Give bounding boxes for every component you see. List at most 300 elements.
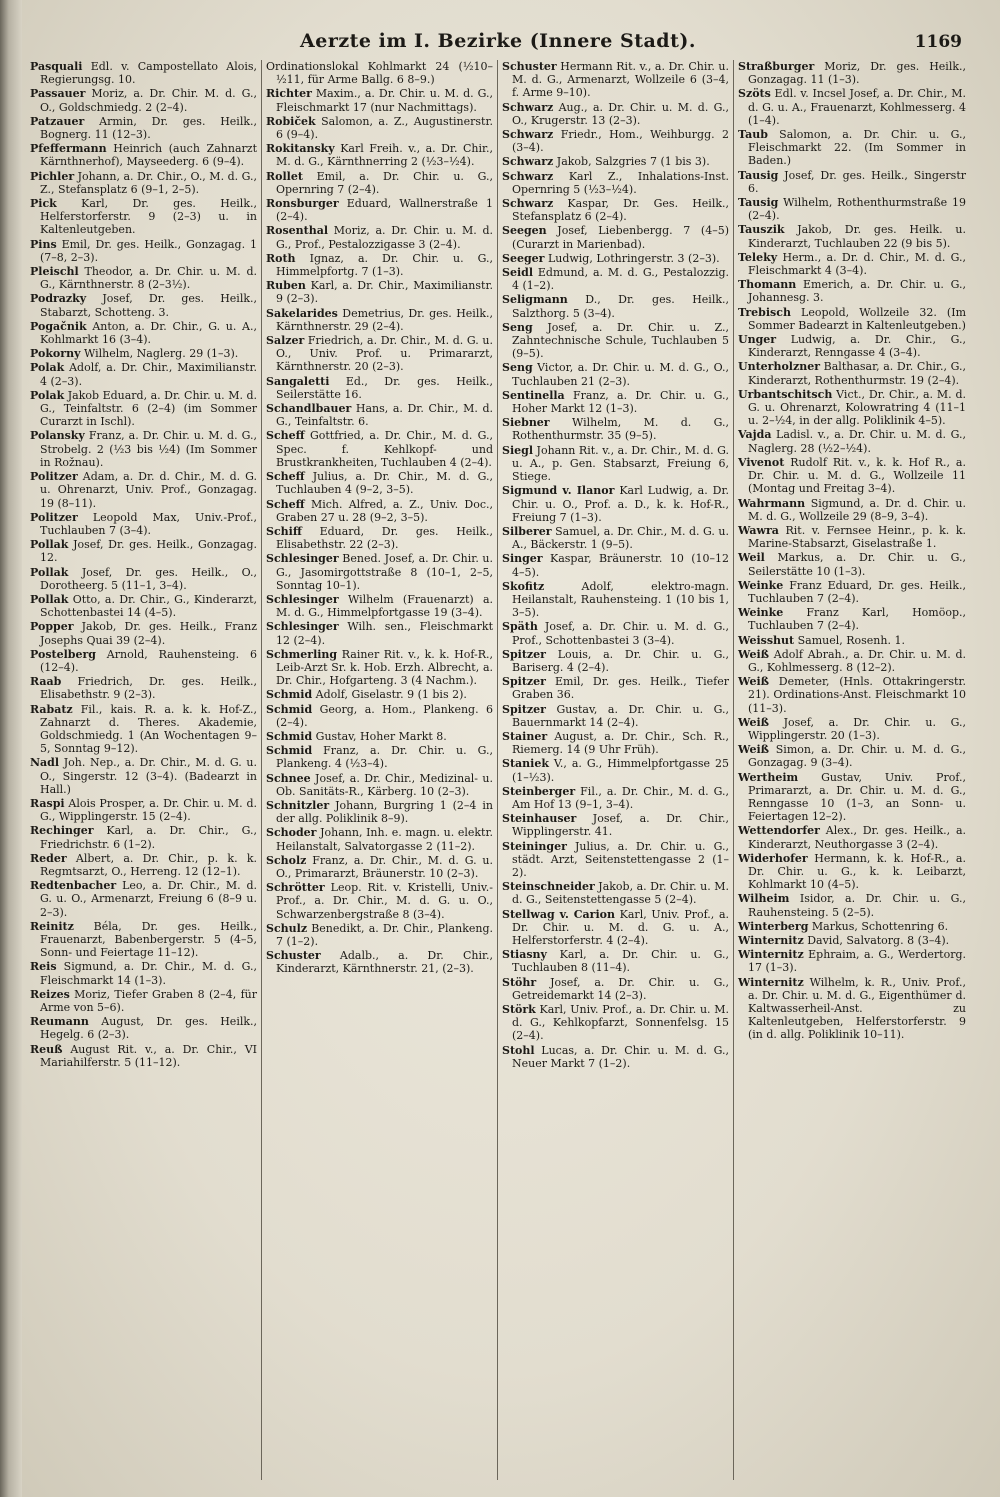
physician-name: Podrazky [30,292,87,306]
entry-details: Armin, Dr. ges. Heilk., Bognerg. 11 (12–3). [40,114,257,142]
physician-name: Schrötter [266,881,325,895]
physician-name: Seidl [502,266,533,280]
directory-entry [502,155,729,168]
directory-entry [266,142,493,168]
directory-entry [30,361,257,387]
physician-name: Seng [502,361,533,375]
directory-entry [738,456,966,496]
physician-name: Salzer [266,334,305,348]
physician-name: Schoder [266,826,317,840]
physician-name: Weiß [738,743,769,757]
physician-name: Weinke [738,606,784,620]
directory-entry [502,757,729,783]
directory-entry [502,840,729,880]
physician-name: Passauer [30,87,86,101]
entry-details: Franz Eduard, Dr. ges. Heilk., Tuchlauben 7 (2–4). [748,578,966,605]
entry-details: Hermann, k. k. Hof-R., a. Dr. Chir. u. G., k. k. Leibarzt, Kohlmarkt 10 (4–5). [748,851,966,892]
column-3 [498,60,734,1480]
entry-details: Karl, Dr. ges. Heilk., Helferstorferstr. 9 (2–3) u. in Kaltenleutgeben. [40,197,257,237]
directory-entry [738,278,966,304]
directory-entry [738,824,966,850]
entry-details: Friedrich, Dr. ges. Heilk., Elisabethstr. 9 (2–3). [40,675,258,702]
entry-details: Wilhelm (Frauenarzt) a. M. d. G., Himmelpfortgasse 19 (3–4). [276,592,493,620]
directory-entry [502,908,729,948]
physician-name: Trebisch [738,305,791,319]
directory-entry [738,251,966,277]
physician-name: Schiff [266,524,302,538]
physician-name: Reder [30,851,67,865]
physician-name: Stellwag v. Carion [502,907,615,921]
directory-entry [502,552,729,578]
directory-entry [738,743,966,769]
physician-name: Sigmund v. Ilanor [502,484,615,498]
directory-entry [30,347,257,360]
physician-name: Vajda [738,428,772,442]
directory-entry [266,429,493,469]
directory-entry [30,960,257,986]
physician-name: Schmid [266,688,313,702]
physician-name: Winterberg [738,919,809,933]
physician-name: Roth [266,251,296,265]
directory-entry [30,566,257,592]
directory-entry [502,128,729,154]
physician-name: Patzauer [30,114,85,128]
entry-details: Wilhelm, Naglerg. 29 (1–3). [83,347,239,361]
entry-details: Moriz, a. Dr. Chir. u. M. d. G., Prof., Pestalozzigasse 3 (2–4). [276,224,493,251]
columns-container [26,60,970,1480]
directory-entry [738,892,966,918]
entry-details: Kaspar, Bräunerstr. 10 (10–12 4–5). [512,552,729,579]
physician-name: Polansky [30,429,85,443]
directory-entry [502,266,729,292]
directory-entry [30,511,257,537]
directory-entry [30,265,257,291]
physician-name: Sentinella [502,388,565,402]
entry-details: Fil., kais. R. a. k. k. Hof-Z., Zahnarzt d. Theres. Akademie, Goldschmiedg. 1 (An Wochentagen 9–5, Sonntag 9–12). [40,702,257,756]
entry-details: Markus, a. Dr. Chir. u. G., Seilerstätte 10 (1–3). [748,551,966,578]
entry-details: Benedikt, a. Dr. Chir., Plankeng. 7 (1–2). [276,921,493,948]
directory-entry [266,552,493,592]
entry-details: Adolf, elektro-magn. Heilanstalt, Rauhensteing. 1 (10 bis 1, 3–5). [512,579,729,620]
physician-name: Winternitz [738,934,804,947]
entry-details: Leop. Rit. v. Kristelli, Univ.-Prof., a. Dr. Chir., M. d. G. u. O., Schwarzenbergstraße 8 (3–4). [276,881,494,921]
directory-entry [266,307,493,333]
entry-details: Salomon, a. Z., Augustinerstr. 6 (9–4). [276,114,494,142]
directory-entry [30,988,257,1014]
entry-details: Karl, a. Dr. Chir., G., Friedrichstr. 6 (1–2). [40,824,258,851]
directory-entry [30,87,257,113]
entry-details: Ignaz, a. Dr. Chir. u. G., Himmelpfortg. 7 (1–3). [276,251,493,279]
entry-details: Eduard, Dr. ges. Heilk., Elisabethstr. 22 (2–3). [276,524,494,552]
physician-name: Seligmann [502,293,568,307]
entry-details: Franz, a. Dr. Chir. u. G., Plankeng. 4 (½3–4). [276,744,494,771]
entry-details: Karl Z., Inhalations-Inst. Opernring 5 (½3–½4). [512,169,730,196]
page-header [0,24,1000,64]
entry-details: Gustav, a. Dr. Chir. u. G., Bauernmarkt 14 (2–4). [512,702,730,729]
directory-entry [502,361,729,387]
entry-details: Josef, a. Dr. Chir., Medizinal- u. Ob. Sanitäts-R., Kärberg. 10 (2–3). [276,771,493,798]
entry-details: Anton, a. Dr. Chir., G. u. A., Kohlmarkt 16 (3–4). [40,319,257,347]
directory-entry [738,771,966,824]
directory-entry [266,688,493,701]
physician-name: Pollak [30,538,69,552]
directory-entry [738,87,966,127]
directory-entry [502,703,729,729]
entry-details: Emil, Dr. ges. Heilk., Gonzagag. 1 (7–8, 2–3). [40,237,257,264]
physician-name: Urbantschitsch [738,387,833,401]
directory-entry [30,824,257,850]
physician-name: Richter [266,87,312,101]
entry-details: Theodor, a. Dr. Chir. u. M. d. G., Kärnthnerstr. 8 (2–3½). [40,265,257,292]
physician-name: Rosenthal [266,224,329,238]
entry-details: Josef, a. Dr. Chir. u. G., Wipplingerstr. 20 (1–3). [748,715,966,742]
entry-details: Eduard, Wallnerstraße 1 (2–4). [276,197,493,224]
directory-entry [30,429,257,469]
entry-details: Heinrich (auch Zahnarzt Kärnthnerhof), Mayseederg. 6 (9–4). [40,142,257,169]
directory-entry [738,497,966,523]
physician-name: Taub [738,128,768,142]
physician-name: Polak [30,361,65,375]
directory-entry [738,648,966,674]
physician-name: Schmerling [266,647,338,661]
physician-name: Schmid [266,729,313,743]
directory-entry [738,716,966,742]
physician-name: Schwarz [502,169,554,183]
physician-name: Stohl [502,1043,535,1057]
entry-details: August, a. Dr. Chir., Sch. R., Riemerg. 14 (9 Uhr Früh). [512,729,729,757]
directory-entry [266,593,493,619]
physician-name: Schmid [266,744,313,758]
physician-name: Seegen [502,224,547,238]
entry-details: Béla, Dr. ges. Heilk., Frauenarzt, Babenbergerstr. 5 (4–5, Sonn- und Feiertage 11–12). [40,919,258,960]
entry-details: Josef, Dr. ges. Heilk., O., Dorotheerg. 5 (11–1, 3–4). [40,565,257,592]
entry-details: Rit. v. Fernsee Heinr., p. k. k. Marine-Stabsarzt, Giselastraße 1. [748,523,966,551]
physician-name: Reumann [30,1015,89,1029]
physician-name: Tausig [738,196,779,210]
entry-details: Johann Rit. v., a. Dr. Chir., M. d. G. u. A., p. Gen. Stabsarzt, Freiung 6, Stiege. [512,443,730,484]
entry-details: Edl. v. Incsel Josef, a. Dr. Chir., M. d. G. u. A., Frauenarzt, Kohlmesserg. 4 (1–4). [748,87,966,127]
directory-entry [738,948,966,974]
entry-details: Karl, Univ. Prof., a. Dr. Chir. u. M. d. G., Kehlkopfarzt, Sonnenfelsg. 15 (2–4). [512,1003,729,1043]
physician-name: Schmid [266,702,313,716]
physician-name: Wahrmann [738,496,806,510]
directory-entry [30,320,257,346]
entry-details: Joh. Nep., a. Dr. Chir., M. d. G. u. O., Singerstr. 12 (3–4). (Badearzt in Hall.) [40,756,257,796]
physician-name: Pasquali [30,60,83,73]
physician-name: Sakelarides [266,306,338,320]
directory-entry [266,922,493,948]
physician-name: Wettendorfer [738,824,820,838]
physician-name: Spitzer [502,675,546,689]
physician-name: Scheff [266,429,305,443]
physician-name: Rokitansky [266,142,335,156]
entry-details: Ordinationslokal Kohlmarkt 24 (½10–½11, für Arme Ballg. 6 8–9.) [266,60,493,87]
physician-name: Straßburger [738,60,815,73]
physician-name: Rollet [266,169,303,183]
physician-name: Schnee [266,771,311,785]
physician-name: Unterholzner [738,360,821,374]
physician-name: Schuster [502,60,557,73]
directory-entry [30,648,257,674]
directory-entry [266,279,493,305]
directory-entry [266,115,493,141]
directory-entry [266,620,493,646]
directory-entry [30,703,257,756]
physician-name: Scheff [266,497,305,511]
entry-details: Adolf Abrah., a. Dr. Chir. u. M. d. G., Kohlmesserg. 8 (12–2). [748,647,967,674]
physician-name: Schnitzler [266,798,330,812]
entry-details: Franz, a. Dr. Chir., M. d. G. u. O., Primararzt, Bräunerstr. 10 (2–3). [276,853,494,880]
entry-details: Josef, a. Dr. Chir., Wipplingerstr. 41. [512,812,729,839]
entry-details: D., Dr. ges. Heilk., Salzthorg. 5 (3–4). [512,293,729,320]
physician-name: Spitzer [502,647,546,661]
entry-details: Josef, Dr. ges. Heilk., Stabarzt, Schotteng. 3. [40,292,257,319]
entry-details: Moriz, a. Dr. Chir. M. d. G., O., Goldschmiedg. 2 (2–4). [40,87,258,114]
physician-name: Schwarz [502,128,554,142]
entry-details: Rudolf Rit. v., k. k. Hof R., a. Dr. Chir. u. M. d. G., Wollzeile 11 (Montag und Freitag 3–4). [748,455,966,496]
entry-details: Franz Karl, Homöop., Tuchlauben 7 (2–4). [748,606,967,633]
entry-details: Josef, Dr. ges. Heilk., Singerstr 6. [748,168,966,195]
directory-entry [502,60,729,100]
directory-entry [738,306,966,332]
entry-details: Karl, Univ. Prof., a. Dr. Chir. u. M. d. G. u. A., Helferstorferstr. 4 (2–4). [512,907,729,947]
directory-entry [266,224,493,250]
directory-entry [266,60,493,86]
physician-name: Rabatz [30,702,73,716]
directory-entry [502,812,729,838]
entry-details: Franz, a. Dr. Chir. u. M. d. G., Strobelg. 2 (½3 bis ½4) (Im Sommer in Rožnau). [40,429,257,469]
entry-details: Karl Freih. v., a. Dr. Chir., M. d. G., Kärnthnerring 2 (½3–½4). [276,142,494,169]
column-1 [26,60,262,1480]
physician-name: Ruben [266,279,306,293]
entry-details: Adam, a. Dr. d. Chir., M. d. G. u. Ohrenarzt, Univ. Prof., Gonzagag. 19 (8–11). [40,470,257,510]
entry-details: Adolf, Giselastr. 9 (1 bis 2). [315,688,467,702]
directory-entry [30,1015,257,1041]
directory-entry [738,524,966,550]
directory-entry [30,879,257,919]
physician-name: Raab [30,675,62,689]
physician-name: Schwarz [502,197,554,211]
entry-details: Emerich, a. Dr. Chir. u. G., Johannesg. 3. [748,278,966,305]
physician-name: Sangaletti [266,374,330,388]
entry-details: Jakob, Salzgries 7 (1 bis 3). [556,155,710,169]
physician-name: Stöhr [502,975,537,989]
physician-name: Stainer [502,729,548,743]
directory-entry [266,730,493,743]
entry-details: Balthasar, a. Dr. Chir., G., Kinderarzt, Rothenthurmstr. 19 (2–4). [748,360,966,387]
directory-entry [30,470,257,510]
directory-entry [266,949,493,975]
binding-edge [0,0,22,1497]
directory-entry [266,470,493,496]
directory-entry [266,252,493,278]
physician-name: Steininger [502,839,567,853]
entry-details: Josef, Liebenbergg. 7 (4–5) (Curarzt in Marienbad). [512,224,729,251]
entry-details: Gottfried, a. Dr. Chir., M. d. G., Spec. f. Kehlkopf- und Brustkrankheiten, Tuchlauben 4 (2–4). [276,429,494,469]
directory-entry [738,675,966,715]
physician-name: Thomann [738,278,797,292]
directory-entry [738,428,966,454]
directory-entry [266,744,493,770]
physician-name: Polak [30,388,65,402]
entry-details: Georg, a. Hom., Plankeng. 6 (2–4). [276,702,493,729]
entry-details: Edmund, a. M. d. G., Pestalozzig. 4 (1–2). [512,266,729,293]
directory-entry [502,389,729,415]
entry-details: Josef, a. Dr. Chir. u. G., Getreidemarkt 14 (2–3). [512,975,729,1002]
physician-name: Schuster [266,949,321,963]
entry-details: David, Salvatorg. 8 (3–4). [807,934,950,947]
entry-details: Moriz, Tiefer Graben 8 (2–4, für Arme von 5–6). [40,987,257,1015]
entry-details: Mich. Alfred, a. Z., Univ. Doc., Graben 27 u. 28 (9–2, 3–5). [276,497,493,524]
entry-details: Franz, a. Dr. Chir. u. G., Hoher Markt 12 (1–3). [512,388,730,416]
physician-name: Pokorny [30,347,81,361]
entry-details: Alex., Dr. ges. Heilk., a. Kinderarzt, Neuthorgasse 3 (2–4). [748,824,966,851]
column-4 [734,60,970,1480]
physician-name: Schlesinger [266,552,339,566]
entry-details: Herm., a. Dr. d. Chir., M. d. G., Fleischmarkt 4 (3–4). [748,250,967,278]
directory-entry [738,551,966,577]
physician-name: Spitzer [502,702,546,716]
directory-entry [30,538,257,564]
physician-name: Späth [502,620,538,634]
entry-details: Samuel, a. Dr. Chir., M. d. G. u. A., Bäckerstr. 1 (9–5). [512,524,729,552]
physician-name: Steinberger [502,784,576,798]
directory-entry [30,142,257,168]
physician-name: Reis [30,960,57,974]
physician-name: Pichler [30,169,75,183]
physician-name: Popper [30,620,74,634]
directory-entry [502,293,729,319]
page-title: Aerzte im I. Bezirke (Innere Stadt). [300,30,696,52]
physician-name: Schandlbauer [266,402,352,416]
entry-details: Julius, a. Dr. Chir. u. G., städt. Arzt, Seitenstettengasse 2 (1–2). [512,839,729,879]
entry-details: Albert, a. Dr. Chir., p. k. k. Regmtsarzt, O., Herreng. 12 (12–1). [40,851,257,878]
physician-name: Staniek [502,757,549,771]
entry-details: Friedr., Hom., Weihburgg. 2 (3–4). [512,128,729,155]
entry-details: Jakob Eduard, a. Dr. Chir. u. M. d. G., Teinfaltstr. 6 (2–4) (im Sommer Curarzt in Ischl). [40,388,257,429]
directory-entry [30,238,257,264]
directory-entry [266,402,493,428]
entry-details: Isidor, a. Dr. Chir. u. G., Rauhensteing. 5 (2–5). [748,892,966,919]
physician-name: Skofitz [502,579,545,593]
physician-name: Weiß [738,675,769,689]
directory-entry [502,444,729,484]
entry-details: Leopold, Wollzeile 32. (Im Sommer Badearzt in Kaltenleutgeben.) [748,305,967,332]
physician-name: Wilheim [738,892,790,906]
entry-details: Adolf, a. Dr. Chir., Maximilianstr. 4 (2–3). [40,361,257,388]
entry-details: Johann, Burgring 1 (2–4 in der allg. Poliklinik 8–9). [276,798,493,826]
physician-name: Robiček [266,114,316,128]
directory-entry [738,60,966,86]
physician-name: Wawra [738,523,779,537]
directory-entry [502,101,729,127]
physician-name: Unger [738,333,777,347]
entry-details: Gustav, Hoher Markt 8. [315,729,447,743]
entry-details: Emil, a. Dr. Chir. u. G., Opernring 7 (2–4). [276,169,493,196]
physician-name: Schwarz [502,155,554,169]
entry-details: Adalb., a. Dr. Chir., Kinderarzt, Kärnthnerstr. 21, (2–3). [276,949,494,976]
physician-name: Seng [502,320,533,334]
physician-name: Störk [502,1003,536,1017]
directory-entry [738,606,966,632]
directory-entry [30,756,257,796]
directory-entry [502,785,729,811]
directory-entry [738,934,966,947]
physician-name: Politzer [30,510,78,524]
directory-entry [502,976,729,1002]
entry-details: Karl Ludwig, a. Dr. Chir. u. O., Prof. a. D., k. k. Hof-R., Freiung 7 (1–3). [512,484,729,524]
directory-entry [30,593,257,619]
directory-entry [30,197,257,237]
entry-details: Sigmund, a. Dr. Chir., M. d. G., Fleischmarkt 14 (1–3). [40,960,257,987]
directory-entry [502,525,729,551]
directory-entry [738,388,966,428]
entry-details: Karl, a. Dr. Chir., Maximilianstr. 9 (2–3). [276,279,493,306]
entry-details: Josef, Dr. ges. Heilk., Gonzagag. 12. [40,538,257,565]
physician-name: Weiß [738,647,769,661]
directory-entry [502,730,729,756]
directory-entry [266,826,493,852]
entry-details: Ed., Dr. ges. Heilk., Seilerstätte 16. [276,374,493,401]
entry-details: Sigmund, a. Dr. d. Chir. u. M. d. G., Wollzeile 29 (8–9, 3–4). [748,496,966,523]
directory-entry [502,170,729,196]
physician-name: Ronsburger [266,197,339,211]
directory-entry [266,170,493,196]
entry-details: Emil, Dr. ges. Heilk., Tiefer Graben 36. [512,675,729,702]
physician-name: Schlesinger [266,592,339,606]
directory-entry [266,703,493,729]
physician-name: Szöts [738,87,771,101]
entry-details: Bened. Josef, a. Dr. Chir. u. G., Jasomirgottstraße 8 (10–1, 2–5, Sonntag 10–1). [276,552,494,592]
physician-name: Siebner [502,416,550,430]
directory-entry [266,375,493,401]
directory-entry [30,1043,257,1069]
entry-details: Fil., a. Dr. Chir., M. d. G., Am Hof 13 (9–1, 3–4). [512,784,729,811]
directory-entry [502,416,729,442]
entry-details: Leo, a. Dr. Chir., M. d. G. u. O., Armenarzt, Freiung 6 (8–9 u. 2–3). [40,879,257,919]
directory-entry [738,579,966,605]
entry-details: Salomon, a. Dr. Chir. u. G., Fleischmarkt 22. (Im Sommer in Baden.) [748,128,966,168]
physician-name: Wertheim [738,770,799,784]
directory-entry [502,1003,729,1043]
physician-name: Steinhauser [502,812,577,826]
entry-details: Demetrius, Dr. ges. Heilk., Kärnthnerstr. 29 (2–4). [276,306,493,333]
physician-name: Weisshut [738,633,795,647]
directory-entry [502,252,729,265]
directory-entry [502,648,729,674]
entry-details: Otto, a. Dr. Chir., G., Kinderarzt, Schottenbastei 14 (4–5). [40,592,257,620]
entry-details: Ladisl. v., a. Dr. Chir. u. M. d. G., Naglerg. 28 (½2–½4). [748,428,966,455]
directory-entry [30,170,257,196]
directory-entry [502,948,729,974]
entry-details: Wilhelm, M. d. G., Rothenthurmstr. 35 (9–5). [512,416,730,443]
directory-entry [266,799,493,825]
directory-entry [738,169,966,195]
entry-details: Ephraim, a. G., Werdertorg. 17 (1–3). [748,948,966,975]
directory-entry [30,389,257,429]
directory-entry [502,484,729,524]
physician-name: Pfeffermann [30,142,107,156]
entry-details: Edl. v. Campostellato Alois, Regierungsg. 10. [40,60,257,87]
directory-entry [502,675,729,701]
directory-entry [738,852,966,892]
directory-entry [502,620,729,646]
entry-details: Kaspar, Dr. Ges. Heilk., Stefansplatz 6 (2–4). [512,197,729,224]
physician-name: Winternitz [738,948,804,962]
entry-details: Rainer Rit. v., k. k. Hof-R., Leib-Arzt Sr. k. Hob. Erzh. Albrecht, a. Dr. Chir., Hofgarteng. 3 (4 Nachm.). [276,647,494,688]
entry-details: Maxim., a. Dr. Chir. u. M. d. G., Fleischmarkt 17 (nur Nachmittags). [276,87,494,114]
directory-entry [30,620,257,646]
